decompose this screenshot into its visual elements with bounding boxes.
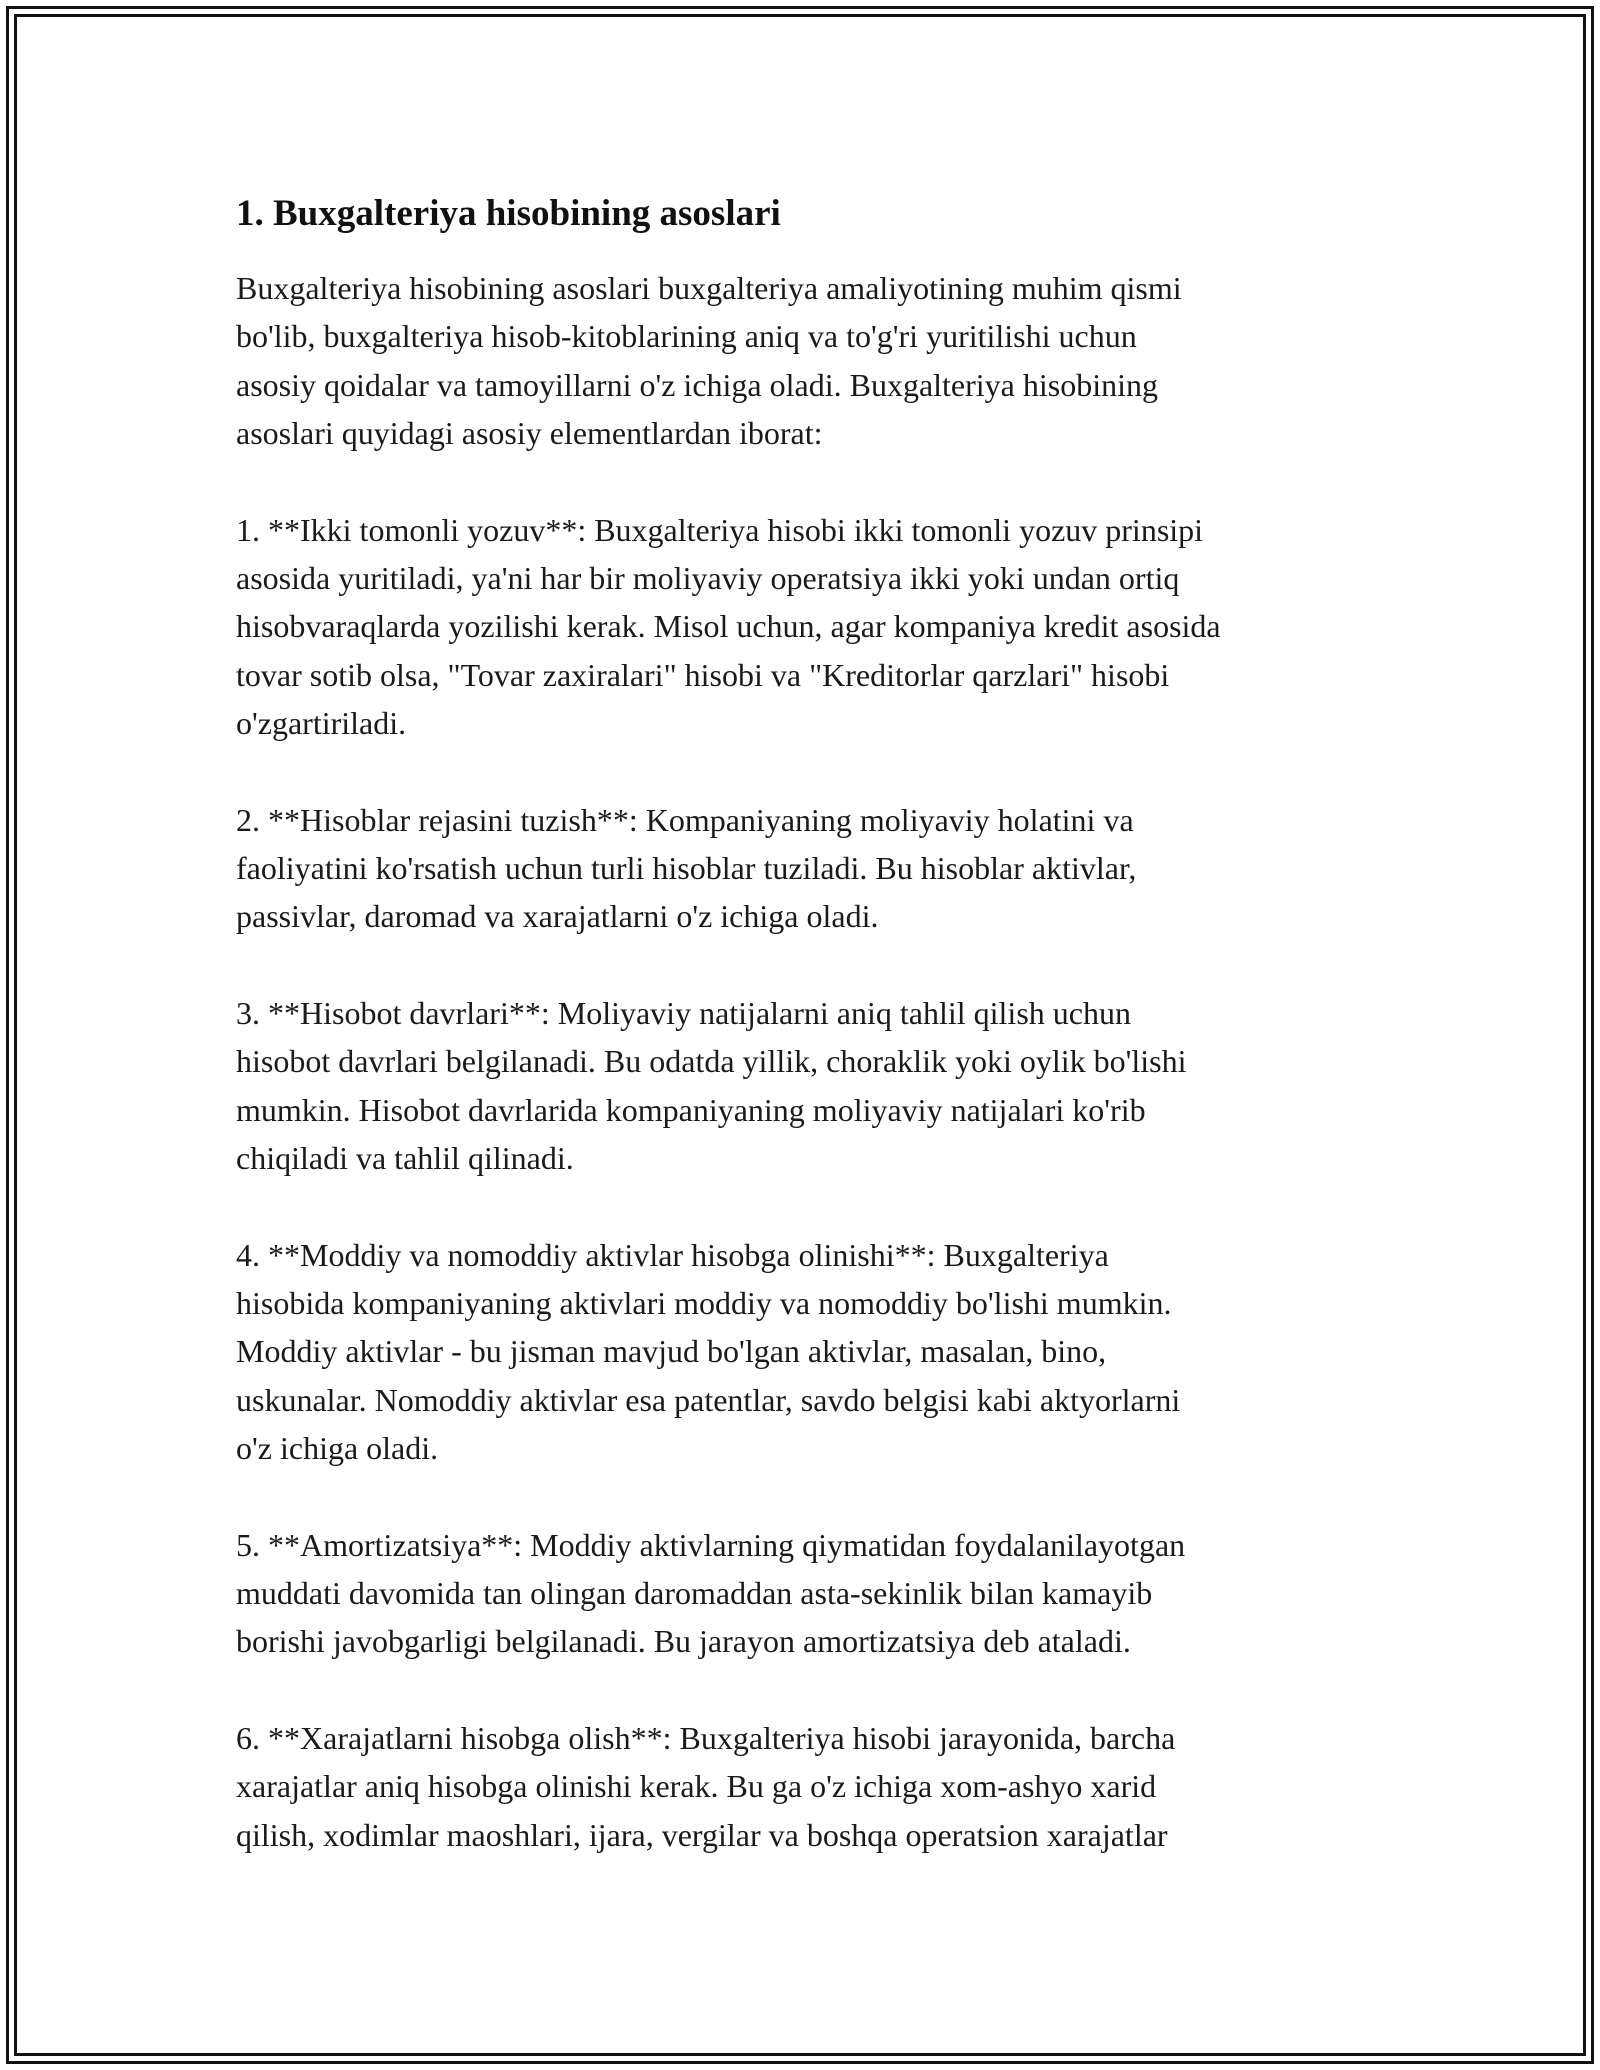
document-body <box>236 186 1396 1859</box>
list-item-reporting-periods: 3. **Hisobot davrlari**: Moliyaviy natijalarni aniq tahlil qilish uchun hisobot davrlari belgilanadi. Bu odatda yillik, choraklik yoki oylik bo'lishi mumkin. Hisobot davrlarida kompaniyaning moliyaviy natijalari ko'rib chiqiladi va tahlil qilinadi. <box>236 994 1187 1177</box>
page-title: 1. Buxgalteriya hisobining asoslari <box>236 193 781 234</box>
list-item-amortization: 5. **Amortizatsiya**: Moddiy aktivlarning qiymatidan foydalanilayotgan muddati davomida tan olingan daromaddan asta-sekinlik bilan kamayib borishi javobgarligi belgilanadi. Bu jarayon amortizatsiya deb ataladi. <box>236 1526 1186 1660</box>
list-item-assets: 4. **Moddiy va nomoddiy aktivlar hisobga olinishi**: Buxgalteriya hisobida kompaniyaning aktivlari moddiy va nomoddiy bo'lishi mumkin. Moddiy aktivlar - bu jisman mavjud bo'lgan aktivlar, masalan, bino, uskunalar. Nomoddiy aktivlar esa patentlar, savdo belgisi kabi aktyorlarni o'z ichiga oladi. <box>236 1236 1181 1467</box>
list-item-expenses: 6. **Xarajatlarni hisobga olish**: Buxgalteriya hisobi jarayonida, barcha xarajatlar aniq hisobga olinishi kerak. Bu ga o'z ichiga xom-ashyo xarid qilish, xodimlar maoshlari, ijara, vergilar va boshqa operatsion xarajatlar <box>236 1719 1176 1853</box>
intro-paragraph: Buxgalteriya hisobining asoslari buxgalteriya amaliyotining muhim qismi bo'lib, buxgalteriya hisob-kitoblarining aniq va to'g'ri yuritilishi uchun asosiy qoidalar va tamoyillarni o'z ichiga oladi. Buxgalteriya hisobining asoslari quyidagi asosiy elementlardan iborat: <box>236 270 1182 452</box>
list-item-double-entry: 1. **Ikki tomonli yozuv**: Buxgalteriya hisobi ikki tomonli yozuv prinsipi asosida yuritiladi, ya'ni har bir moliyaviy operatsiya ikki yoki undan ortiq hisobvaraqlarda yozilishi kerak. Misol uchun, agar kompaniya kredit asosida tovar sotib olsa, "Tovar zaxiralari" hisobi va "Kreditorlar qarzlari" hisobi o'zgartiriladi. <box>236 511 1221 742</box>
list-item-chart-of-accounts: 2. **Hisoblar rejasini tuzish**: Kompaniyaning moliyaviy holatini va faoliyatini ko'rsatish uchun turli hisoblar tuziladi. Bu hisoblar aktivlar, passivlar, daromad va xarajatlarni o'z ichiga oladi. <box>236 801 1137 935</box>
